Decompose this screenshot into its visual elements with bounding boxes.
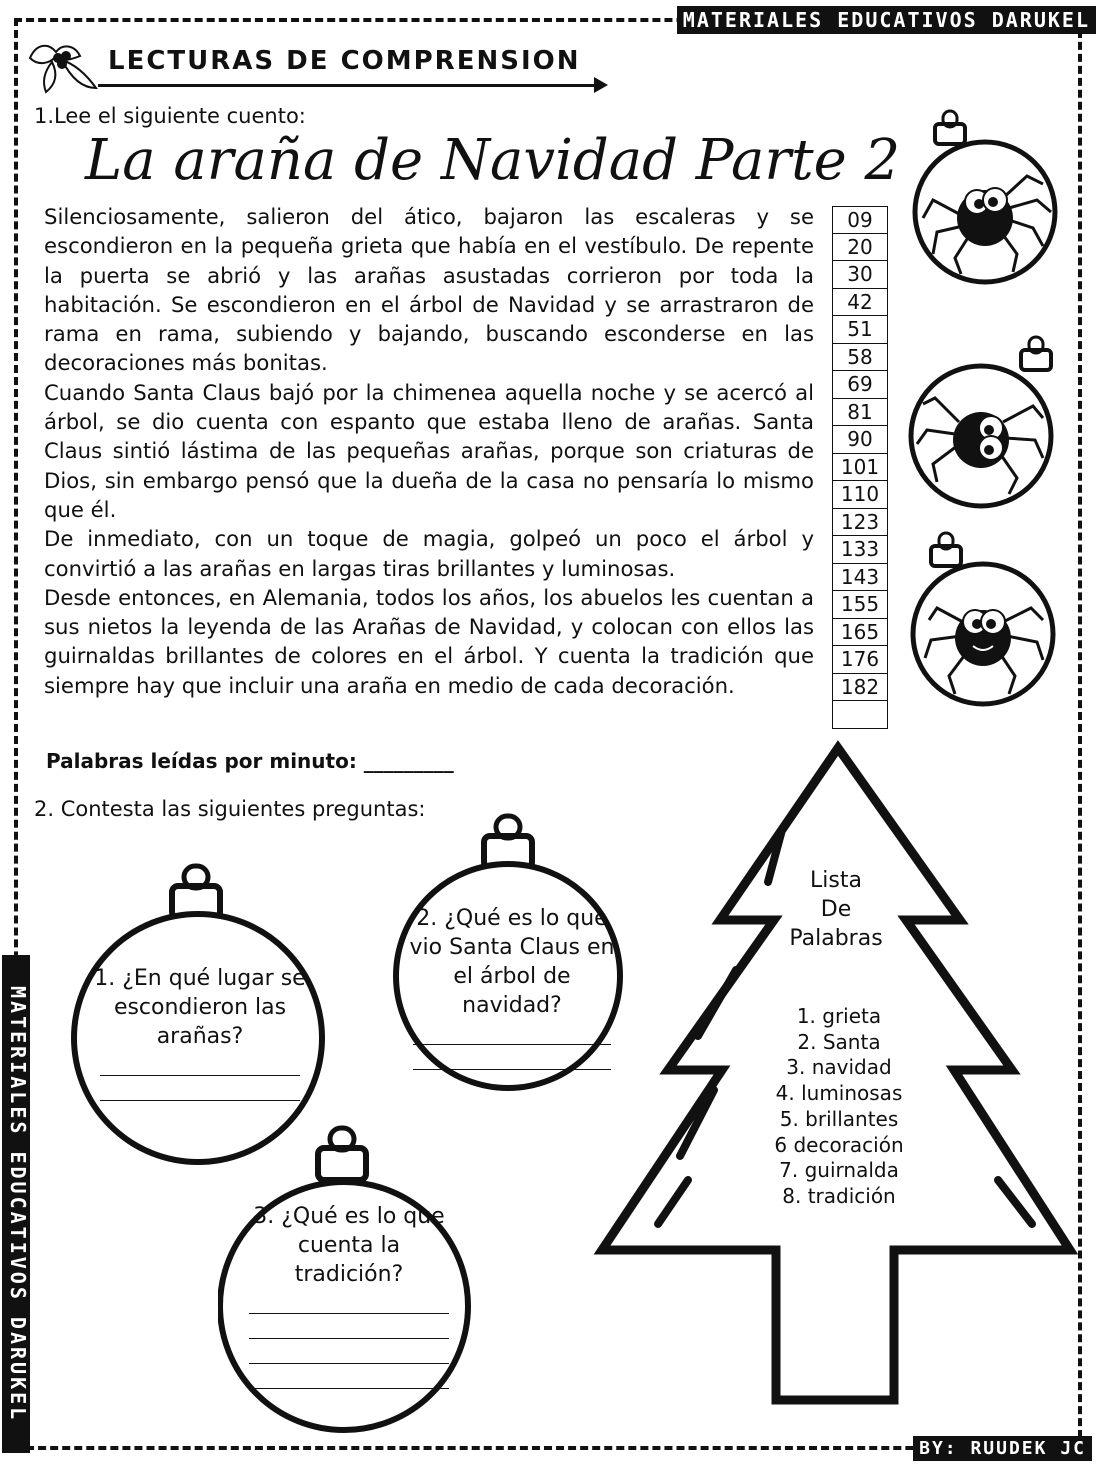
word-count-cell: 58 xyxy=(832,344,888,372)
question-1 xyxy=(90,964,310,1101)
answer-line[interactable] xyxy=(413,1049,611,1070)
brand-stamp-top: MATERIALES EDUCATIVOS DARUKEL xyxy=(677,6,1096,34)
question-3 xyxy=(244,1202,454,1389)
word-list-heading xyxy=(772,866,900,953)
word-count-cell: 143 xyxy=(832,564,888,592)
word-list-item: 8. tradición xyxy=(782,1183,896,1208)
story-paragraph: De inmediato, con un toque de magia, golpeó un poco el árbol y convirtió a las arañas en largas tiras brillantes y luminosas. xyxy=(44,526,814,581)
word-count-cell: 110 xyxy=(832,481,888,509)
word-count-cell: 133 xyxy=(832,536,888,564)
story-title: La araña de Navidad Parte 2 xyxy=(85,128,901,193)
story-paragraph: Silenciosamente, salieron del ático, bajaron las escaleras y se escondieron en la pequeña grieta que había en el vestíbulo. De repente la puerta se abrió y las arañas asustadas corrieron por toda la habitación. Se escondieron en el árbol de Navidad y se arrastraron de rama en rama, subiendo y bajando, buscando esconderse en las decoraciones más bonitas. xyxy=(44,204,814,376)
answer-line[interactable] xyxy=(249,1318,449,1339)
heading-line: Lista xyxy=(810,868,862,893)
word-count-cell: 101 xyxy=(832,454,888,482)
holly-icon xyxy=(22,22,106,96)
word-list-item: 6 decoración xyxy=(774,1132,904,1157)
word-count-cell: 42 xyxy=(832,289,888,317)
question-text: 2. ¿Qué es lo que vio Santa Claus en el árbol de navidad? xyxy=(409,906,615,1018)
word-count-column xyxy=(832,206,890,729)
answer-line[interactable] xyxy=(249,1368,449,1389)
story-text xyxy=(44,202,814,700)
word-count-cell: 20 xyxy=(832,234,888,262)
heading-line: De xyxy=(820,897,852,922)
word-list xyxy=(764,1004,914,1210)
word-count-cell: 09 xyxy=(832,206,888,234)
word-count-cell: 123 xyxy=(832,509,888,537)
spider-ornament-icon xyxy=(893,108,1073,288)
word-list-item: 4. luminosas xyxy=(775,1081,903,1106)
word-list-item: 5. brillantes xyxy=(779,1106,899,1131)
heading-line: Palabras xyxy=(789,926,883,951)
word-list-item: 3. navidad xyxy=(786,1055,892,1080)
word-count-cell: 69 xyxy=(832,371,888,399)
story-paragraph: Cuando Santa Claus bajó por la chimenea aquella noche y se acercó al árbol, se dio cuenta con espanto que estaba lleno de arañas. Santa Claus sintió lástima de las pequeñas arañas, porque son criaturas de Dios, sin embargo pensó que la dueña de la casa no pensaría lo mismo que él. xyxy=(44,379,814,522)
instruction-read: 1.Lee el siguiente cuento: xyxy=(34,104,306,128)
word-count-cell: 182 xyxy=(832,674,888,702)
word-count-cell: 51 xyxy=(832,316,888,344)
story-paragraph: Desde entonces, en Alemania, todos los años, los abuelos les cuentan a sus nietos la leyenda de las Arañas de Navidad, y colocan con ellos las guirnaldas brillantes de colores en el árbol. Y cuenta la tradición que siempre hay que incluir una araña en medio de cada decoración. xyxy=(44,584,814,698)
word-count-cell: 176 xyxy=(832,646,888,674)
spider-ornament-icon xyxy=(893,530,1073,710)
spider-ornament-icon xyxy=(893,334,1073,514)
answer-line[interactable] xyxy=(413,1024,611,1045)
word-count-cell: 30 xyxy=(832,261,888,289)
word-count-cell xyxy=(832,701,888,729)
arrow-icon xyxy=(594,77,608,93)
brand-stamp-side: MATERIALES EDUCATIVOS DARUKEL xyxy=(2,955,30,1453)
instruction-answer: 2. Contesta las siguientes preguntas: xyxy=(34,797,426,821)
question-text: 1. ¿En qué lugar se escondieron las arañas? xyxy=(94,966,306,1049)
words-per-minute-field[interactable]: Palabras leídas por minuto: _________ xyxy=(46,749,454,773)
question-2 xyxy=(404,904,620,1070)
header-underline xyxy=(98,84,598,87)
page-header: LECTURAS DE COMPRENSION xyxy=(108,46,581,76)
word-list-item: 7. guirnalda xyxy=(779,1158,899,1183)
word-list-item: 2. Santa xyxy=(797,1029,881,1054)
word-list-item: 1. grieta xyxy=(796,1004,882,1028)
answer-line[interactable] xyxy=(100,1080,300,1101)
word-count-cell: 81 xyxy=(832,399,888,427)
author-stamp: BY: RUUDEK JC xyxy=(913,1436,1092,1461)
answer-line[interactable] xyxy=(249,1343,449,1364)
word-count-cell: 155 xyxy=(832,591,888,619)
answer-line[interactable] xyxy=(100,1055,300,1076)
word-count-cell: 165 xyxy=(832,619,888,647)
question-text: 3. ¿Qué es lo que cuenta la tradición? xyxy=(253,1204,445,1287)
answer-line[interactable] xyxy=(249,1293,449,1314)
word-count-cell: 90 xyxy=(832,426,888,454)
